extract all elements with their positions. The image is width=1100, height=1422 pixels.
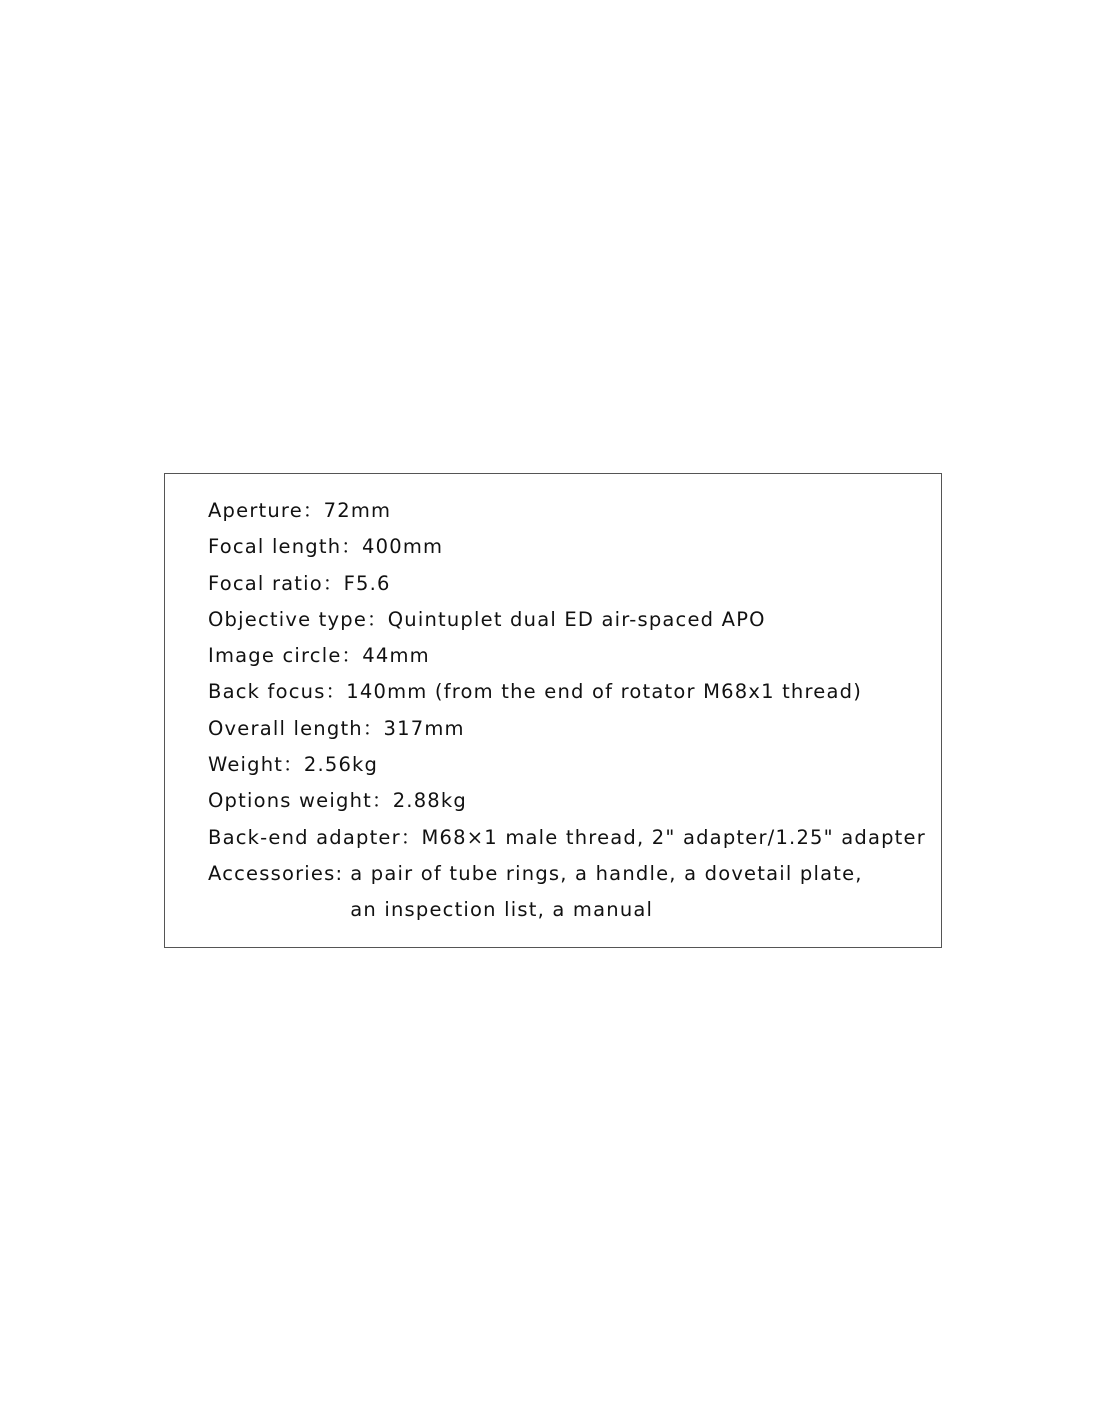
spec-row-overall-length [208,711,928,747]
spec-row-image-circle [208,638,928,674]
spec-value: 44mm [362,644,430,668]
spec-label: Focal ratio： [208,571,344,595]
spec-label: Image circle： [208,644,363,668]
spec-value: 2.56kg [303,753,379,777]
spec-row-accessories [208,856,928,929]
spec-value: a pair of tube rings, a handle, a dovetail plate, an inspection list, a manual [350,861,863,922]
specification-list [208,493,928,929]
spec-value: F5.6 [343,571,391,595]
spec-row-options-weight [208,783,928,819]
spec-value: 317mm [383,716,465,740]
spec-value: 400mm [362,535,444,559]
spec-row-aperture [208,493,928,529]
spec-label: Weight： [208,753,304,777]
spec-row-focal-length [208,529,928,565]
spec-label: Objective type： [208,607,388,631]
spec-value: M68×1 male thread, 2" adapter/1.25" adapter [421,825,926,849]
spec-row-back-focus [208,674,928,710]
spec-label: Back focus： [208,680,347,704]
spec-value: 2.88kg [392,789,467,813]
spec-label: Aperture： [208,499,324,522]
spec-row-weight [208,747,928,783]
spec-label: Overall length： [208,716,384,740]
spec-row-focal-ratio [208,566,928,602]
spec-label: Focal length： [208,535,362,559]
spec-value: 140mm (from the end of rotator M68x1 thread) [346,680,863,704]
spec-row-objective-type [208,602,928,638]
spec-value: Quintuplet dual ED air-spaced APO [387,607,766,631]
specification-box [164,473,942,948]
spec-label: Accessories: [208,861,344,885]
spec-label: Back-end adapter： [208,825,422,849]
spec-row-back-end-adapter [208,820,928,856]
spec-value: 72mm [323,499,392,522]
spec-label: Options weight： [208,789,393,813]
